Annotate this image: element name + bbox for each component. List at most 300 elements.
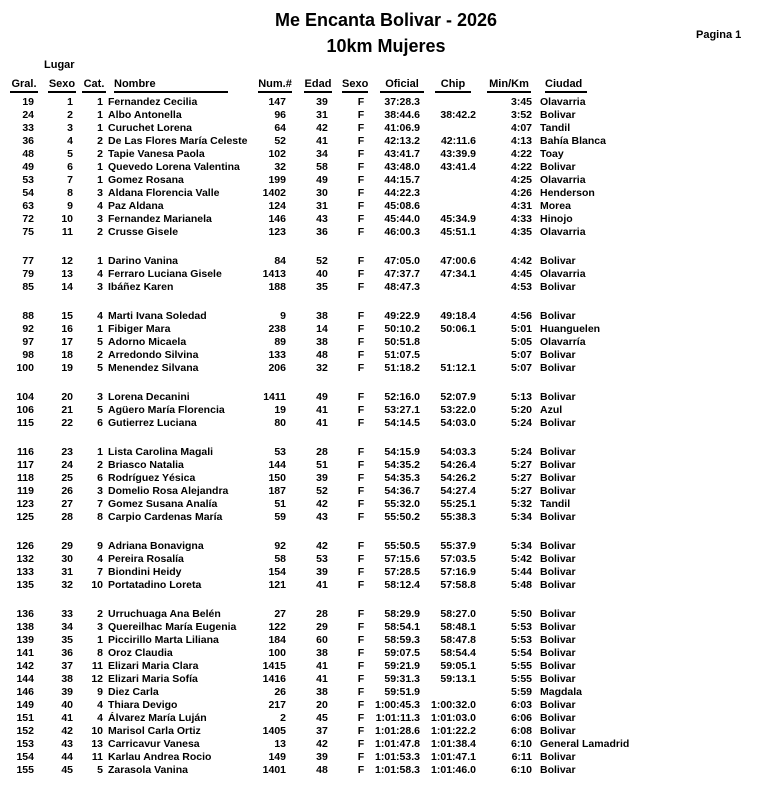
cell-sexo2: F [357,686,365,698]
table-row [0,161,782,174]
cell-ciudad: Bolivar [540,647,576,659]
cell-gral: 126 [16,540,34,552]
cell-sexo2: F [357,634,365,646]
cell-nombre: Fernandez Cecilia [108,96,198,108]
cell-oficial: 55:50.5 [384,540,420,552]
cell-oficial: 57:15.6 [384,553,420,565]
table-row [0,268,782,281]
cell-sexo: 7 [67,174,73,186]
cell-cat: 1 [97,161,103,173]
cell-cat: 2 [97,135,103,147]
cell-num: 2 [280,712,286,724]
cell-nombre: Lista Carolina Magali [108,446,214,458]
table-row [0,764,782,777]
table-row [0,323,782,336]
cell-minkm: 6:06 [510,712,532,724]
cell-ciudad: Olavarria [540,174,586,186]
cell-num: 187 [268,485,286,497]
table-row [0,310,782,323]
cell-sexo: 14 [61,281,73,293]
cell-nombre: Gomez Susana Analía [108,498,218,510]
cell-sexo2: F [357,281,365,293]
cell-edad: 49 [316,391,328,403]
table-row [0,459,782,472]
cell-num: 89 [274,336,286,348]
cell-edad: 14 [316,323,328,335]
cell-chip: 1:01:46.0 [431,764,476,776]
cell-sexo2: F [357,135,365,147]
cell-num: 59 [274,511,286,523]
cell-minkm: 4:42 [510,255,532,267]
cell-minkm: 4:53 [510,281,532,293]
cell-minkm: 4:45 [510,268,532,280]
cell-edad: 58 [316,161,328,173]
cell-ciudad: Toay [540,148,564,160]
cell-cat: 1 [97,109,103,121]
cell-oficial: 49:22.9 [384,310,420,322]
cell-nombre: Carpio Cardenas María [108,511,223,523]
cell-oficial: 1:01:11.3 [375,712,420,724]
table-row [0,608,782,621]
cell-nombre: Carricavur Vanesa [108,738,200,750]
cell-nombre: De Las Flores María Celeste [108,135,248,147]
cell-minkm: 5:24 [510,417,532,429]
cell-sexo2: F [357,764,365,776]
cell-chip: 55:25.1 [440,498,476,510]
cell-nombre: Agüero María Florencia [108,404,225,416]
cell-edad: 60 [316,634,328,646]
cell-sexo: 4 [67,135,73,147]
cell-oficial: 37:28.3 [384,96,420,108]
cell-num: 146 [268,213,286,225]
cell-chip: 55:37.9 [440,540,476,552]
cell-gral: 115 [17,417,34,429]
cell-nombre: Tapie Vanesa Paola [108,148,205,160]
cell-num: 123 [268,226,286,238]
cell-num: 32 [274,161,286,173]
cell-gral: 88 [22,310,34,322]
cell-nombre: Aldana Florencia Valle [108,187,220,199]
page-subtitle: 10km Mujeres [326,36,446,56]
cell-num: 1411 [263,391,286,403]
cell-num: 1401 [262,764,286,776]
cell-ciudad: Morea [540,200,571,212]
cell-ciudad: Bolivar [540,281,576,293]
cell-minkm: 5:55 [510,660,532,672]
cell-nombre: Thiara Devigo [108,699,178,711]
cell-num: 150 [268,472,286,484]
cell-ciudad: Bolivar [540,608,576,620]
cell-cat: 8 [97,511,103,523]
cell-sexo2: F [357,310,365,322]
cell-minkm: 5:55 [510,673,532,685]
cell-num: 64 [274,122,286,134]
cell-cat: 1 [97,634,103,646]
cell-chip: 1:01:03.0 [431,712,476,724]
cell-cat: 2 [97,608,103,620]
cell-gral: 24 [22,109,34,121]
cell-chip: 50:06.1 [440,323,476,335]
cell-edad: 42 [316,540,328,552]
cell-sexo: 21 [61,404,73,416]
cell-cat: 10 [91,579,103,591]
cell-sexo2: F [357,511,365,523]
cell-sexo: 12 [61,255,73,267]
cell-gral: 154 [16,751,34,763]
cell-sexo: 28 [61,511,73,523]
cell-edad: 29 [316,621,328,633]
cell-gral: 98 [22,349,34,361]
cell-nombre: Oroz Claudia [108,647,173,659]
cell-sexo: 8 [67,187,73,199]
table-row [0,738,782,751]
cell-ciudad: Henderson [540,187,595,199]
cell-ciudad: Bolivar [540,621,576,633]
cell-oficial: 42:13.2 [384,135,420,147]
cell-sexo: 39 [61,686,73,698]
cell-num: 19 [274,404,286,416]
cell-chip: 57:16.9 [440,566,476,578]
cell-edad: 39 [316,566,328,578]
cell-sexo2: F [357,446,365,458]
cell-edad: 36 [316,226,328,238]
cell-ciudad: Bolivar [540,725,576,737]
cell-minkm: 5:48 [510,579,532,591]
cell-gral: 146 [16,686,34,698]
cell-gral: 54 [22,187,34,199]
cell-minkm: 6:10 [510,764,532,776]
cell-oficial: 45:44.0 [384,213,420,225]
cell-sexo2: F [357,647,365,659]
cell-sexo2: F [357,417,365,429]
cell-chip: 43:39.9 [440,148,476,160]
cell-num: 1413 [262,268,286,280]
cell-gral: 92 [22,323,34,335]
cell-nombre: Ferraro Luciana Gisele [108,268,222,280]
cell-ciudad: Bolivar [540,673,576,685]
cell-sexo2: F [357,553,365,565]
cell-gral: 117 [17,459,34,471]
cell-oficial: 59:07.5 [384,647,420,659]
cell-edad: 35 [316,281,328,293]
cell-sexo: 18 [61,349,73,361]
cell-gral: 100 [16,362,34,374]
cell-cat: 3 [97,485,103,497]
cell-gral: 48 [22,148,34,160]
table-row [0,187,782,200]
col-header-num: Num.# [258,78,292,93]
cell-oficial: 1:01:28.6 [375,725,420,737]
cell-num: 1416 [262,673,286,685]
cell-sexo: 26 [61,485,73,497]
cell-gral: 75 [22,226,34,238]
cell-gral: 151 [16,712,34,724]
col-header-chip: Chip [435,78,471,93]
cell-edad: 41 [316,417,328,429]
cell-cat: 7 [97,566,103,578]
cell-edad: 31 [316,200,328,212]
cell-oficial: 53:27.1 [384,404,420,416]
cell-sexo2: F [357,122,365,134]
cell-oficial: 54:14.5 [384,417,420,429]
cell-oficial: 55:32.0 [384,498,420,510]
cell-sexo: 15 [61,310,73,322]
cell-sexo: 10 [61,213,73,225]
cell-oficial: 43:41.7 [384,148,420,160]
cell-sexo2: F [357,404,365,416]
cell-gral: 123 [16,498,34,510]
cell-chip: 42:11.6 [440,135,476,147]
cell-sexo2: F [357,148,365,160]
cell-edad: 45 [316,712,328,724]
cell-nombre: Karlau Andrea Rocio [108,751,212,763]
cell-sexo2: F [357,485,365,497]
cell-nombre: Adorno Micaela [108,336,187,348]
cell-sexo: 25 [61,472,73,484]
cell-nombre: Menendez Silvana [108,362,199,374]
table-row [0,712,782,725]
cell-minkm: 5:44 [510,566,532,578]
cell-cat: 1 [97,323,103,335]
cell-edad: 41 [316,135,328,147]
cell-ciudad: Olavarria [540,96,586,108]
cell-oficial: 58:12.4 [384,579,420,591]
table-row [0,498,782,511]
cell-ciudad: Bolivar [540,553,576,565]
cell-sexo: 38 [61,673,73,685]
cell-ciudad: Bolivar [540,660,576,672]
cell-edad: 32 [316,362,328,374]
cell-cat: 1 [97,174,103,186]
cell-minkm: 4:31 [510,200,532,212]
cell-sexo: 23 [61,446,73,458]
cell-sexo2: F [357,459,365,471]
cell-cat: 12 [91,673,103,685]
cell-chip: 54:03.3 [440,446,476,458]
cell-minkm: 6:10 [510,738,532,750]
cell-sexo2: F [357,349,365,361]
cell-oficial: 45:08.6 [384,200,420,212]
cell-edad: 53 [316,553,328,565]
cell-ciudad: Olavarría [540,336,586,348]
cell-sexo: 5 [67,148,73,160]
cell-num: 1415 [262,660,286,672]
cell-ciudad: Bolivar [540,349,576,361]
cell-ciudad: Bolivar [540,255,576,267]
cell-sexo2: F [357,391,365,403]
cell-nombre: Marisol Carla Ortiz [108,725,201,737]
cell-minkm: 4:22 [510,161,532,173]
cell-oficial: 50:51.8 [384,336,420,348]
cell-cat: 2 [97,148,103,160]
table-row [0,634,782,647]
cell-edad: 48 [316,349,328,361]
col-header-gral: Gral. [10,78,38,93]
cell-cat: 4 [97,699,103,711]
col-header-ciudad: Ciudad [545,78,587,93]
table-row [0,725,782,738]
cell-ciudad: Olavarria [540,226,586,238]
cell-chip: 59:13.1 [440,673,476,685]
cell-ciudad: Bolivar [540,459,576,471]
cell-sexo: 32 [61,579,73,591]
table-row [0,213,782,226]
cell-num: 217 [268,699,286,711]
cell-sexo: 3 [67,122,73,134]
cell-sexo2: F [357,362,365,374]
cell-nombre: Adriana Bonavigna [108,540,204,552]
table-row [0,336,782,349]
cell-edad: 42 [316,122,328,134]
table-row [0,122,782,135]
cell-gral: 79 [22,268,34,280]
cell-nombre: Zarasola Vanina [108,764,188,776]
cell-cat: 1 [97,122,103,134]
table-row [0,404,782,417]
cell-ciudad: Bolivar [540,446,576,458]
cell-chip: 1:01:22.2 [431,725,476,737]
cell-chip: 47:34.1 [440,268,476,280]
cell-oficial: 1:01:47.8 [375,738,420,750]
cell-ciudad: Bahía Blanca [540,135,606,147]
cell-minkm: 4:25 [510,174,532,186]
cell-nombre: Urruchuaga Ana Belén [108,608,221,620]
cell-num: 80 [274,417,286,429]
cell-chip: 51:12.1 [440,362,476,374]
table-row [0,699,782,712]
cell-edad: 39 [316,96,328,108]
cell-ciudad: Bolivar [540,161,576,173]
cell-chip: 59:05.1 [440,660,476,672]
cell-edad: 41 [316,660,328,672]
cell-chip: 52:07.9 [440,391,476,403]
cell-minkm: 4:33 [510,213,532,225]
cell-edad: 37 [316,725,328,737]
cell-gral: 77 [22,255,34,267]
cell-cat: 4 [97,712,103,724]
cell-ciudad: Bolivar [540,579,576,591]
cell-oficial: 54:36.7 [384,485,420,497]
cell-cat: 5 [97,764,103,776]
cell-gral: 135 [16,579,34,591]
cell-minkm: 5:01 [510,323,532,335]
cell-chip: 58:47.8 [440,634,476,646]
cell-minkm: 5:27 [510,485,532,497]
cell-ciudad: Huanguelen [540,323,601,335]
table-row [0,135,782,148]
cell-minkm: 4:13 [510,135,532,147]
cell-gral: 63 [22,200,34,212]
cell-gral: 132 [16,553,34,565]
cell-oficial: 52:16.0 [384,391,420,403]
cell-oficial: 57:28.5 [384,566,420,578]
cell-cat: 6 [97,472,103,484]
cell-gral: 104 [16,391,34,403]
cell-num: 102 [268,148,286,160]
cell-sexo: 30 [61,553,73,565]
cell-num: 144 [268,459,286,471]
cell-cat: 1 [97,96,103,108]
cell-ciudad: Tandil [540,498,571,510]
cell-num: 51 [274,498,286,510]
cell-edad: 34 [316,148,328,160]
cell-cat: 3 [97,213,103,225]
cell-sexo: 37 [61,660,73,672]
cell-sexo2: F [357,751,365,763]
cell-nombre: Biondini Heidy [108,566,182,578]
cell-gral: 149 [16,699,34,711]
cell-num: 149 [268,751,286,763]
cell-nombre: Ibáñez Karen [108,281,174,293]
cell-chip: 45:34.9 [440,213,476,225]
cell-gral: 85 [22,281,34,293]
cell-sexo: 17 [61,336,73,348]
table-row [0,109,782,122]
cell-minkm: 3:45 [510,96,532,108]
table-row [0,485,782,498]
cell-sexo2: F [357,498,365,510]
cell-oficial: 44:22.3 [384,187,420,199]
cell-sexo2: F [357,268,365,280]
cell-gral: 141 [16,647,34,659]
cell-edad: 28 [316,608,328,620]
cell-nombre: Marti Ivana Soledad [108,310,207,322]
cell-sexo: 34 [61,621,73,633]
cell-nombre: Elizari Maria Sofía [108,673,198,685]
cell-gral: 53 [22,174,34,186]
cell-edad: 30 [316,187,328,199]
cell-gral: 152 [16,725,34,737]
table-row [0,200,782,213]
cell-num: 9 [280,310,286,322]
cell-cat: 8 [97,647,103,659]
cell-sexo: 40 [61,699,73,711]
cell-num: 121 [268,579,286,591]
cell-minkm: 6:08 [510,725,532,737]
cell-ciudad: Bolivar [540,362,576,374]
cell-nombre: Arredondo Silvina [108,349,199,361]
cell-nombre: Lorena Decanini [108,391,190,403]
cell-cat: 4 [97,268,103,280]
cell-gral: 116 [17,446,34,458]
cell-minkm: 4:22 [510,148,532,160]
cell-sexo2: F [357,255,365,267]
cell-oficial: 51:07.5 [384,349,420,361]
cell-cat: 2 [97,349,103,361]
table-row [0,566,782,579]
cell-nombre: Curuchet Lorena [108,122,193,134]
cell-num: 52 [274,135,286,147]
cell-nombre: Álvarez María Luján [108,712,207,724]
cell-sexo2: F [357,336,365,348]
cell-edad: 49 [316,174,328,186]
cell-minkm: 5:05 [510,336,532,348]
cell-minkm: 5:07 [510,349,532,361]
cell-oficial: 54:15.9 [384,446,420,458]
cell-sexo2: F [357,226,365,238]
cell-edad: 39 [316,751,328,763]
cell-num: 27 [274,608,286,620]
col-header-sexo2: Sexo [342,78,368,93]
cell-ciudad: Bolivar [540,485,576,497]
cell-oficial: 1:00:45.3 [375,699,420,711]
table-row [0,349,782,362]
cell-minkm: 5:53 [510,621,532,633]
cell-cat: 5 [97,404,103,416]
cell-num: 58 [274,553,286,565]
table-row [0,673,782,686]
cell-gral: 118 [17,472,34,484]
